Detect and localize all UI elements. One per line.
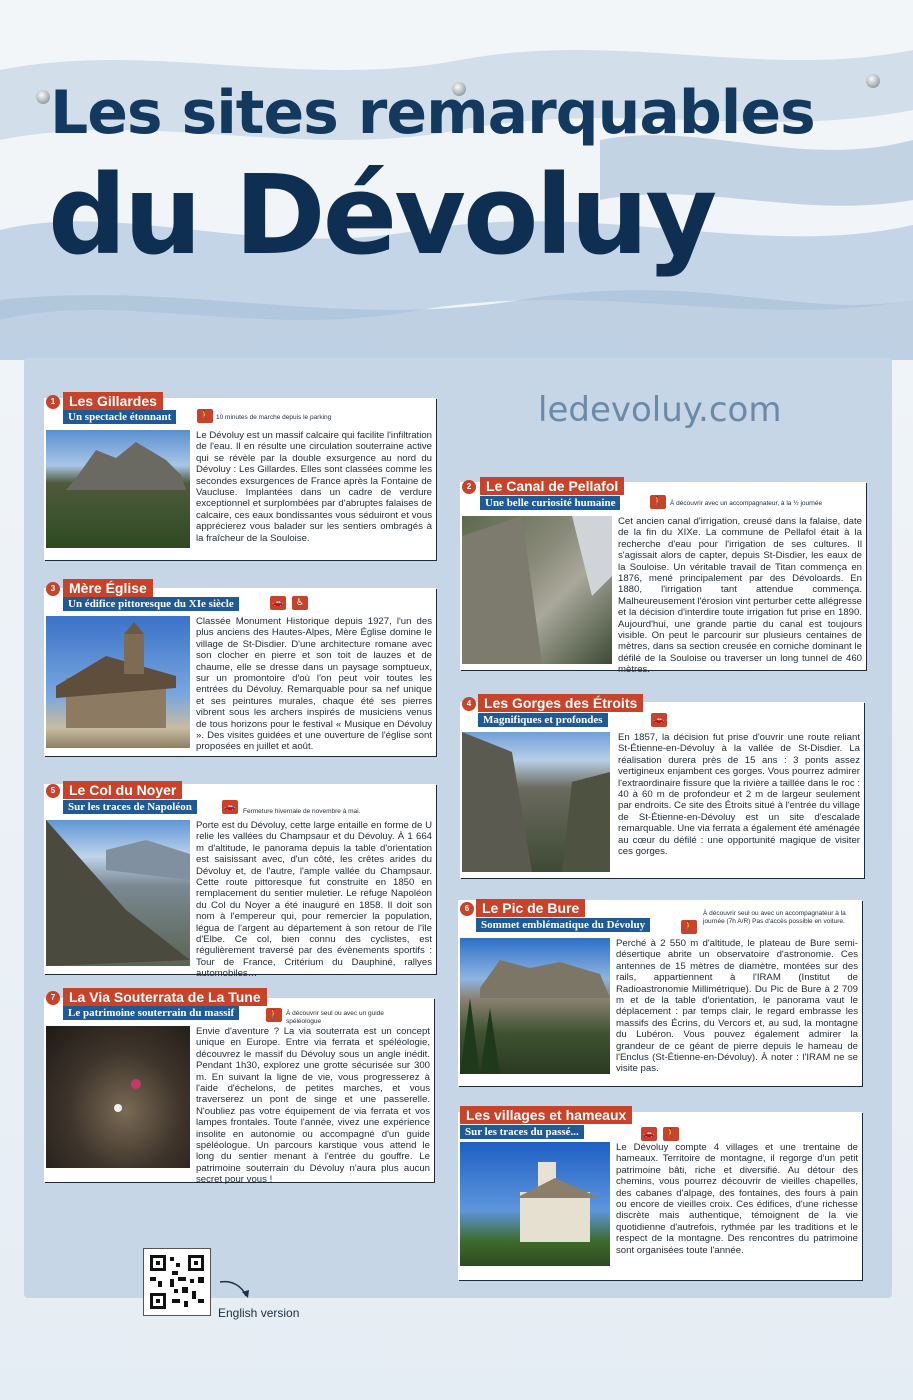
site-subtitle: Sur les traces de Napoléon xyxy=(63,800,197,814)
site-photo xyxy=(460,938,610,1074)
site-description: Porte est du Dévoluy, cette large entaille en forme de U relie les vallées du Champsaur et du Dévoluy. À 1 664 m d'altitude, le panorama depuis la table d'orientation est saisissant avec, d'un côté, les crêtes arides du Dévoluy et, de l'autre, l'ample vallée du Champsaur. Cette route pittoresque fut construite en 1850 en remplacement du sentier muletier. Le refuge Napoléon du Col du Noyer a été inauguré en 1858. Il doit son nom à l'empereur qui, pour remercier la population, légua de l'argent au département à son retour de l'île d'Elbe. Ce col, bien connu des cyclistes, est régulièrement traversé par des évènements sportifs : Tour de France, Critérium du Dauphiné, rallyes automobiles… xyxy=(196,820,432,980)
title-line-2: du Dévoluy xyxy=(48,151,715,279)
site-card-mere-eglise xyxy=(44,588,436,756)
site-description: Le Dévoluy compte 4 villages et une trentaine de hameaux. Territoire de montagne, il regorge d'un petit patrimoine bâti, riche et diversifié. Au détour des chemins, vous pourrez découvrir de vieilles chapelles, des cabanes d'alpage, des fontaines, des fours à pain ou encore de vieilles croix. Ces édifices, d'une richesse discrète mais authentique, témoignent de la vie quotidienne d'autrefois, rythmée par les traditions et le respect de la montagne. Des rencontres du patrimoine sont organisées toute l'année. xyxy=(616,1142,858,1256)
hiker-icon: 🚶 xyxy=(650,495,666,509)
site-title: La Via Souterrata de La Tune xyxy=(63,988,267,1006)
site-note: 10 minutes de marche depuis le parking xyxy=(216,414,332,421)
car-icon: 🚗 xyxy=(651,713,667,727)
hiker-icon: 🚶 xyxy=(663,1127,679,1141)
site-photo xyxy=(462,516,612,664)
site-subtitle: Un spectacle étonnant xyxy=(63,410,176,424)
car-icon: 🚗 xyxy=(641,1127,657,1141)
english-version-link[interactable]: English version xyxy=(218,1306,300,1320)
site-title: Le Canal de Pellafol xyxy=(480,477,624,495)
site-photo xyxy=(462,732,610,872)
site-description: Classée Monument Historique depuis 1927, l'un des plus anciens des Hautes-Alpes, Mère Église domine le village de St-Disdier. D'une architecture romane avec son clocher en pierre et son toit de lauzes et de chaume, elle se dresse dans un paysage somptueux, sur un promontoire d'où l'on peut voir toutes les entrées du Dévoluy. Remarquable pour sa nef unique et ses peintures murales, chaque été ses pierres vibrent sous les archers inspirés de musiciens venus de tous horizons pour le festival « Musique en Dévoluy ». Des visites guidées et une ouverture de l'église sont proposées en juillet et août. xyxy=(196,616,432,753)
site-number: 5 xyxy=(46,784,60,798)
site-card-canal-pellafol xyxy=(460,482,866,676)
site-photo xyxy=(46,430,190,548)
site-note: À découvrir avec un accompagnateur, à la ½ journée xyxy=(670,500,823,507)
site-subtitle: Le patrimoine souterrain du massif xyxy=(63,1006,239,1020)
site-number: 3 xyxy=(46,582,60,596)
site-description: Envie d'aventure ? La via souterrata est un concept unique en Europe. Entre via ferrata et spéléologie, découvrez le massif du Dévoluy sous un angle inédit. Pendant 1h30, explorez une grotte sécurisée sur 300 m. En suivant la ligne de vie, vous progresserez à l'aide d'échelons, de petites marches, et vous traverserez un pont de singe et une passerelle. N'oubliez pas votre équipement de via ferrata et vos lampes frontales. Toute l'année, vivez une expérience insolite en autonomie ou accompagné d'un guide spéléologue. Un parcours karstique vous attend le long du sentier menant à l'entrée du gouffre. Le patrimoine souterrain du Dévoluy n'aura plus aucun secret pour vous ! xyxy=(196,1026,430,1186)
site-number: 2 xyxy=(462,480,476,494)
site-description: Le Dévoluy est un massif calcaire qui facilite l'infiltration de l'eau. Il en résulte une circulation souterraine active qui se révèle par la double exsurgence au nord du Dévoluy : Les Gillardes. Elles sont classées comme les secondes exsurgences de France après la Fontaine de Vaucluse. Implantées dans un cadre de verdure exceptionnel et surplombées par d'abruptes falaises de calcaire, ces eaux bondissantes vous séduiront et vous apprécierez vous balader sur les sentiers ombragés à la fraîcheur de la Souloise. xyxy=(196,430,432,544)
arrow-icon xyxy=(218,1278,252,1302)
site-photo xyxy=(46,820,190,966)
site-photo xyxy=(46,616,190,748)
site-subtitle: Un édifice pittoresque du XIe siècle xyxy=(63,597,239,611)
site-note: À découvrir seul ou avec un accompagnateur à la journée (7h A/R) Pas d'accès possible en voiture. xyxy=(703,910,846,925)
car-icon: 🚗 xyxy=(270,596,286,610)
site-number: 6 xyxy=(460,902,474,916)
site-subtitle: Une belle curiosité humaine xyxy=(480,496,620,510)
site-title: Le Pic de Bure xyxy=(476,899,585,917)
hiker-icon: 🚶 xyxy=(266,1008,282,1022)
title-line-1: Les sites remarquables xyxy=(50,78,815,148)
hiker-icon: 🚶 xyxy=(197,409,213,423)
hiker-icon: 🚶 xyxy=(681,920,697,934)
screw-icon xyxy=(866,74,880,88)
site-photo xyxy=(460,1142,610,1266)
site-title: Les Gorges des Étroits xyxy=(478,694,643,712)
site-title: Les Gillardes xyxy=(63,392,163,410)
site-title: Mère Église xyxy=(63,579,153,597)
site-description: Perché à 2 550 m d'altitude, le plateau de Bure semi-désertique abrite un observatoire d'astronomie. Ces antennes de 15 mètres de diamètre, montées sur des rails, appartiennent à l'IRAM (Institut de Radioastronomie Millimétrique). Du Pic de Bure à 2 709 m et de la table d'orientation, le panorama vaut le déplacement : par temps clair, le regard embrasse les massifs des Écrins, du Vercors et, au sud, la montagne du Lubéron. Vous pouvez également admirer la grandeur de ce géant de pierre depuis le hameau de l'Enclus (St-Étienne-en-Dévoluy). À noter : l'IRAM ne se visite pas. xyxy=(616,938,858,1075)
site-photo xyxy=(46,1026,190,1168)
site-note: À découvrir seul ou avec un guide spéléologue xyxy=(286,1010,384,1025)
site-number: 4 xyxy=(462,697,476,711)
site-number: 1 xyxy=(46,395,60,409)
site-note: Fermeture hivernale de novembre à mai. xyxy=(243,808,361,815)
site-number: 7 xyxy=(46,991,60,1005)
site-description: En 1857, la décision fut prise d'ouvrir une route reliant St-Étienne-en-Dévoluy à la vallée de St-Disdier. La réalisation durera près de 15 ans : 3 ponts assez vertigineux enjambent ces gorges. Vous pourrez admirer l'extraordinaire fissure que la rivière a taillée dans le roc : 40 à 60 m de profondeur et 2 m de largeur seulement par endroits. Ce site des Étroits situé à l'entrée du village de St-Étienne-en-Dévoluy est un site d'escalade remarquable. Une via ferrata a également été aménagée au cœur du défilé : une opportunité magique de visiter ces gorges. xyxy=(618,732,860,858)
site-card-gorges-etroits xyxy=(460,702,864,878)
site-subtitle: Sommet emblématique du Dévoluy xyxy=(476,918,650,932)
accessibility-icon: ♿ xyxy=(292,596,308,610)
site-description: Cet ancien canal d'irrigation, creusé dans la falaise, date de la fin du XIXe. La commune de Pellafol était à la recherche d'eau pour l'irrigation de ses cultures. Il s'agissait alors de capter, depuis St-Disdier, les eaux de la Souloise. Un véritable travail de Titan commença en 1876, mené principalement par des Dévoloards. En 1880, l'irrigation tant attendue commença. Malheureusement l'érosion vint perturber cette allégresse et la décision d'interdire toute irrigation fut prise en 1890. Aujourd'hui, une grande partie du canal est toujours visible. On peut le parcourir sur plusieurs centaines de mètres, dans sa section creusée en corniche dominant le défilé de la Souloise ou traverser un long tunnel de 460 mètres. xyxy=(618,516,862,676)
qr-code[interactable] xyxy=(143,1248,211,1316)
site-subtitle: Sur les traces du passé... xyxy=(460,1125,584,1139)
website-url[interactable]: ledevoluy.com xyxy=(538,390,782,430)
car-icon: 🚗 xyxy=(222,800,238,814)
site-subtitle: Magnifiques et profondes xyxy=(478,713,608,727)
screw-icon xyxy=(36,90,50,104)
site-title: Les villages et hameaux xyxy=(460,1106,632,1124)
site-title: Le Col du Noyer xyxy=(63,781,182,799)
